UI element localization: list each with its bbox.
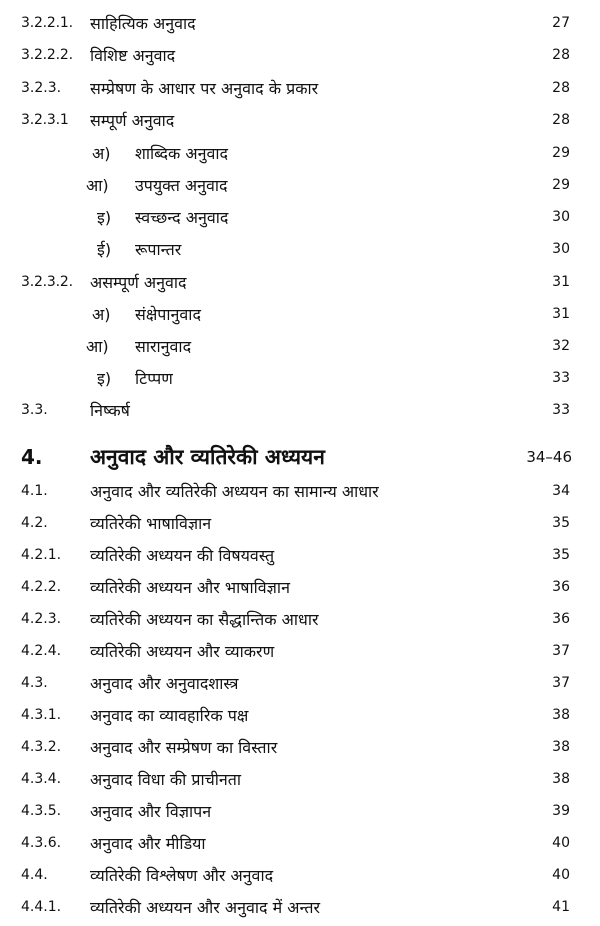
entry-page: 39 [552, 803, 570, 819]
toc-entry [0, 476, 600, 506]
entry-page: 32 [552, 338, 570, 354]
entry-number: 4.1. [21, 483, 48, 499]
entry-number: 4.2. [21, 515, 48, 531]
toc-entry [0, 8, 600, 38]
entry-number: 3.2.3. [21, 80, 62, 96]
entry-title: अनुवाद और सम्प्रेषण का विस्तार [90, 738, 278, 757]
entry-title: शाब्दिक अनुवाद [135, 144, 229, 163]
toc-entry [0, 860, 600, 890]
entry-number: 3.2.2.2. [21, 47, 73, 63]
entry-page: 27 [552, 15, 570, 31]
entry-number: 3.2.2.1. [21, 15, 73, 31]
entry-title: व्यतिरेकी भाषाविज्ञान [90, 514, 212, 533]
toc-entry [0, 732, 600, 762]
entry-title: अनुवाद और अनुवादशास्त्र [90, 674, 239, 693]
entry-title: अनुवाद विधा की प्राचीनता [90, 770, 242, 789]
entry-title: टिप्पण [135, 369, 173, 388]
entry-marker: आ) [86, 176, 109, 195]
entry-page: 36 [552, 579, 570, 595]
entry-marker: इ) [97, 369, 112, 388]
toc-subentry [0, 202, 600, 232]
entry-page: 41 [552, 899, 570, 915]
toc-subentry [0, 170, 600, 200]
toc-entry [0, 395, 600, 425]
entry-title: रूपान्तर [135, 240, 182, 259]
chapter-number: 4. [21, 445, 43, 469]
entry-title: उपयुक्त अनुवाद [135, 176, 228, 195]
entry-title: सारानुवाद [135, 337, 192, 356]
toc-entry [0, 700, 600, 730]
entry-marker: अ) [92, 305, 111, 324]
entry-marker: आ) [86, 337, 109, 356]
chapter-title: अनुवाद और व्यतिरेकी अध्ययन [90, 445, 325, 469]
entry-page: 30 [552, 241, 570, 257]
entry-title: व्यतिरेकी विश्लेषण और अनुवाद [90, 866, 274, 885]
chapter-page-range: 34–46 [526, 448, 572, 466]
entry-number: 4.3.4. [21, 771, 62, 787]
entry-page: 38 [552, 707, 570, 723]
entry-title: व्यतिरेकी अध्ययन और व्याकरण [90, 642, 275, 661]
entry-marker: इ) [97, 208, 112, 227]
entry-number: 4.3.6. [21, 835, 62, 851]
toc-entry [0, 540, 600, 570]
entry-page: 35 [552, 515, 570, 531]
entry-number: 4.3. [21, 675, 48, 691]
toc-entry [0, 40, 600, 70]
toc-entry [0, 828, 600, 858]
toc-entry [0, 267, 600, 297]
entry-page: 40 [552, 867, 570, 883]
entry-title: व्यतिरेकी अध्ययन और अनुवाद में अन्तर [90, 898, 321, 917]
entry-title: अनुवाद और व्यतिरेकी अध्ययन का सामान्य आधार [90, 482, 379, 501]
entry-page: 37 [552, 675, 570, 691]
entry-title: अनुवाद और विज्ञापन [90, 802, 212, 821]
entry-page: 29 [552, 177, 570, 193]
toc-entry [0, 668, 600, 698]
toc-entry [0, 892, 600, 922]
entry-page: 28 [552, 80, 570, 96]
entry-title: निष्कर्ष [90, 401, 130, 420]
toc-subentry [0, 138, 600, 168]
entry-title: अनुवाद और मीडिया [90, 834, 206, 853]
entry-title: स्वच्छन्द अनुवाद [135, 208, 229, 227]
entry-title: सम्प्रेषण के आधार पर अनुवाद के प्रकार [90, 79, 319, 98]
entry-page: 28 [552, 112, 570, 128]
toc-entry [0, 764, 600, 794]
toc-entry [0, 508, 600, 538]
entry-page: 38 [552, 771, 570, 787]
entry-number: 3.2.3.2. [21, 274, 73, 290]
entry-title: साहित्यिक अनुवाद [90, 14, 196, 33]
entry-number: 4.4.1. [21, 899, 62, 915]
entry-page: 33 [552, 402, 570, 418]
entry-title: सम्पूर्ण अनुवाद [90, 111, 175, 130]
entry-page: 36 [552, 611, 570, 627]
toc-entry [0, 73, 600, 103]
entry-page: 34 [552, 483, 570, 499]
toc-entry [0, 105, 600, 135]
entry-marker: ई) [97, 240, 112, 259]
entry-number: 3.2.3.1 [21, 112, 69, 128]
toc-subentry [0, 363, 600, 393]
entry-number: 4.3.2. [21, 739, 62, 755]
entry-number: 3.3. [21, 402, 48, 418]
entry-title: संक्षेपानुवाद [135, 305, 201, 324]
toc-subentry [0, 234, 600, 264]
entry-title: असम्पूर्ण अनुवाद [90, 273, 187, 292]
entry-number: 4.3.1. [21, 707, 62, 723]
toc-subentry [0, 331, 600, 361]
entry-page: 40 [552, 835, 570, 851]
entry-number: 4.3.5. [21, 803, 62, 819]
entry-page: 29 [552, 145, 570, 161]
entry-title: अनुवाद का व्यावहारिक पक्ष [90, 706, 249, 725]
entry-page: 38 [552, 739, 570, 755]
entry-title: व्यतिरेकी अध्ययन और भाषाविज्ञान [90, 578, 290, 597]
entry-page: 33 [552, 370, 570, 386]
toc-entry [0, 572, 600, 602]
toc-entry [0, 796, 600, 826]
entry-page: 31 [552, 274, 570, 290]
entry-number: 4.2.3. [21, 611, 62, 627]
entry-page: 35 [552, 547, 570, 563]
entry-page: 37 [552, 643, 570, 659]
entry-title: व्यतिरेकी अध्ययन की विषयवस्तु [90, 546, 275, 565]
entry-title: व्यतिरेकी अध्ययन का सैद्धान्तिक आधार [90, 610, 319, 629]
entry-number: 4.2.4. [21, 643, 62, 659]
entry-page: 31 [552, 306, 570, 322]
entry-page: 30 [552, 209, 570, 225]
entry-page: 28 [552, 47, 570, 63]
entry-number: 4.2.1. [21, 547, 62, 563]
toc-subentry [0, 299, 600, 329]
entry-number: 4.4. [21, 867, 48, 883]
entry-marker: अ) [92, 144, 111, 163]
toc-entry [0, 604, 600, 634]
toc-entry [0, 636, 600, 666]
chapter-heading [0, 440, 600, 474]
entry-title: विशिष्ट अनुवाद [90, 46, 176, 65]
entry-number: 4.2.2. [21, 579, 62, 595]
